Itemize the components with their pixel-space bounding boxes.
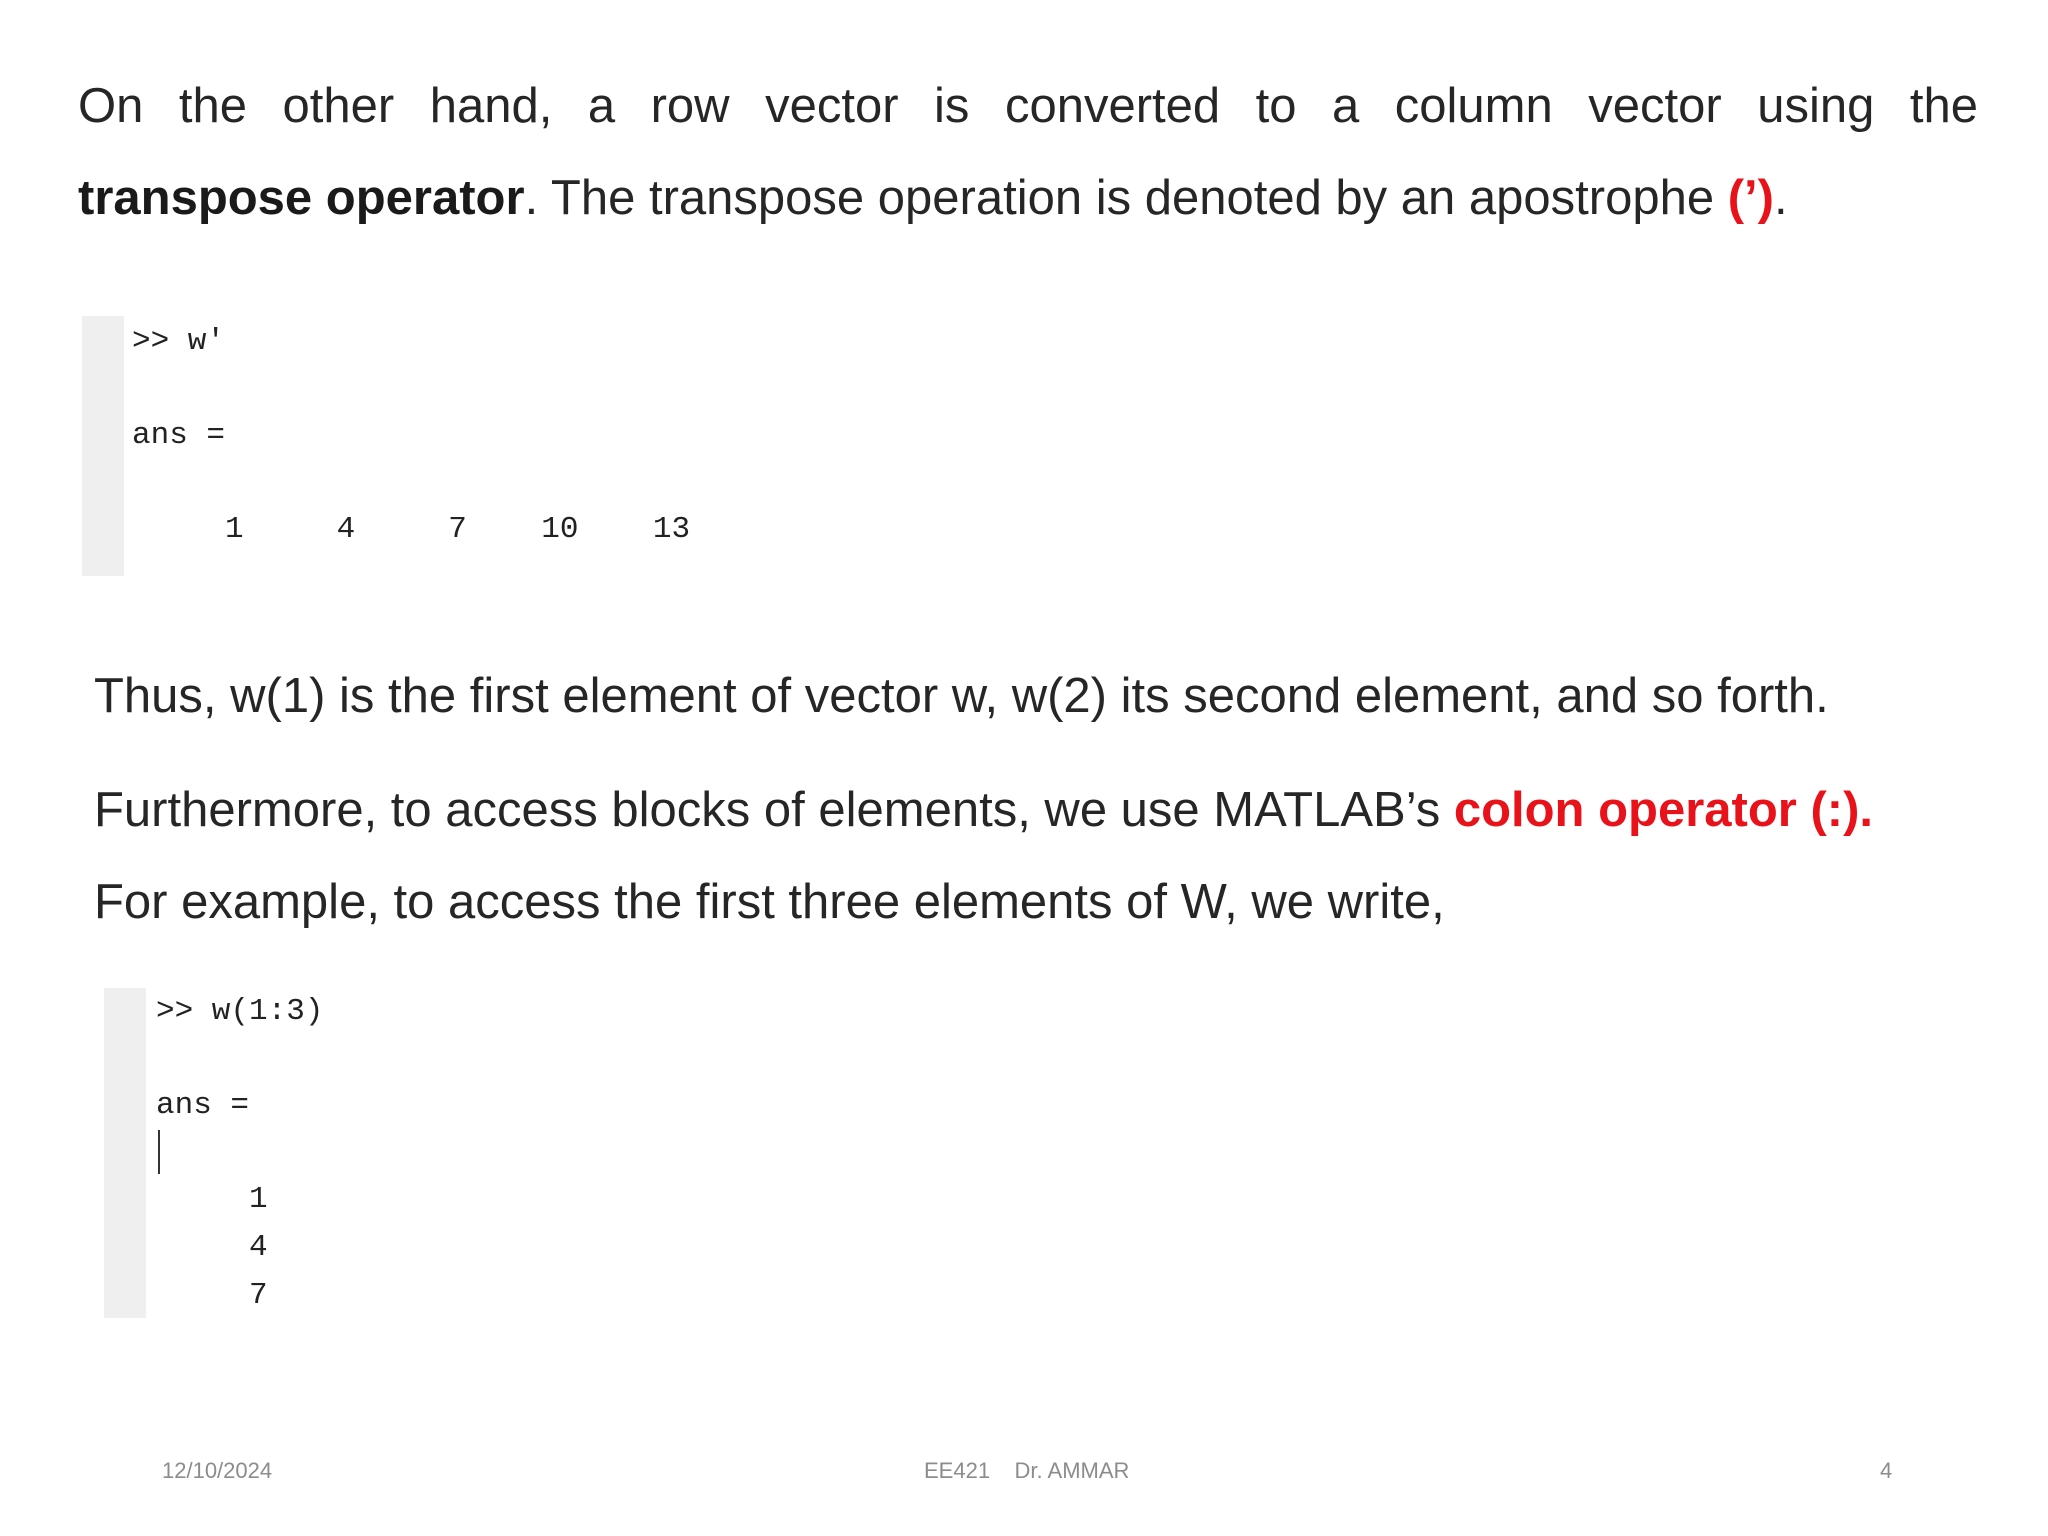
code-screenshot-colon <box>104 988 404 1318</box>
code-ans-line: ans = <box>156 1088 250 1123</box>
footer-course-author: EE421 Dr. AMMAR <box>924 1458 1130 1483</box>
paragraph-line-1: On the other hand, a row vector is converted to a column vector using the <box>78 79 1978 133</box>
red-term-apostrophe: (’) <box>1727 171 1774 225</box>
paragraph-colon-line-2: For example, to access the first three elements of W, we write, <box>94 875 1445 929</box>
code-value-line: 4 <box>156 1230 268 1265</box>
code-screenshot-transpose <box>82 316 822 576</box>
text-cursor <box>158 1130 160 1174</box>
code-values-line: 1 4 7 10 13 <box>132 512 691 547</box>
paragraph-transpose-intro <box>78 60 1978 244</box>
code-prompt-line: >> w' <box>132 324 226 359</box>
paragraph-colon-operator <box>94 764 2014 948</box>
paragraph-indexing <box>94 650 1994 742</box>
footer-page-number: 4 <box>1880 1458 1893 1483</box>
paragraph-colon-line-1 <box>94 764 2014 856</box>
code-gutter-bar <box>104 988 146 1318</box>
footer-date: 12/10/2024 <box>162 1458 273 1483</box>
red-term-colon-operator: colon operator (:). <box>1453 783 1874 837</box>
paragraph-line-2-text: . The transpose operation is denoted by an apostrophe <box>524 171 1728 225</box>
code-gutter-bar <box>82 316 124 576</box>
code-prompt-line: >> w(1:3) <box>156 994 324 1029</box>
bold-term-transpose-operator: transpose operator <box>78 171 525 225</box>
paragraph-line-2 <box>78 152 1978 244</box>
paragraph-colon-line-1-text: Furthermore, to access blocks of elements, we use MATLAB’s <box>94 783 1454 837</box>
code-ans-line: ans = <box>132 418 226 453</box>
paragraph-indexing-text: Thus, w(1) is the first element of vector w, w(2) its second element, and so forth. <box>94 669 1829 723</box>
paragraph-line-2-end: . <box>1773 171 1788 225</box>
code-value-line: 1 <box>156 1182 268 1217</box>
code-value-line: 7 <box>156 1278 268 1313</box>
